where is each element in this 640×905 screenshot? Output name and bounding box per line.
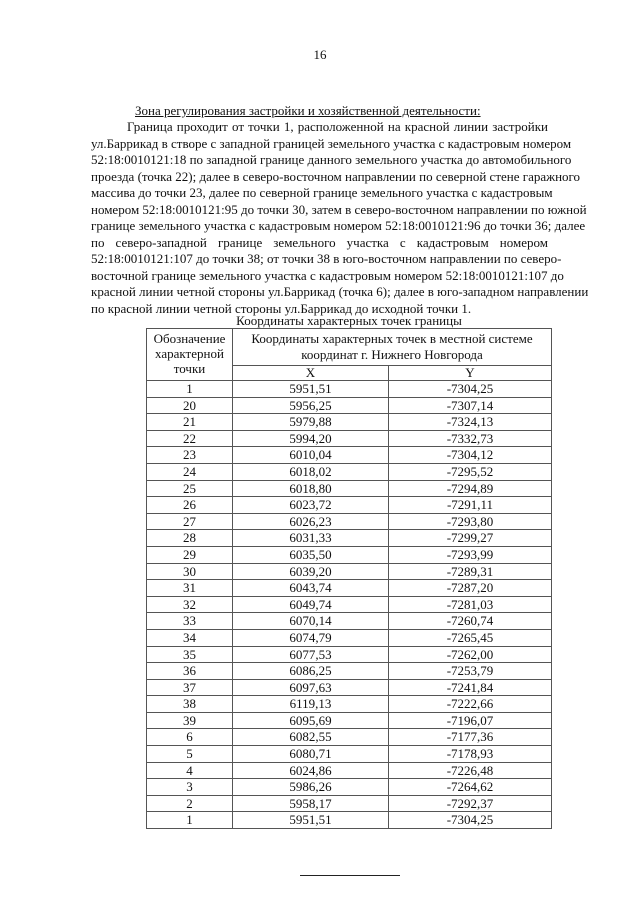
table-row (147, 480, 552, 497)
point-id: 30 (147, 563, 233, 580)
coord-x: 5956,25 (233, 397, 389, 414)
coord-y: -7299,27 (389, 530, 552, 547)
coord-y: -7294,89 (389, 480, 552, 497)
point-id: 5 (147, 746, 233, 763)
coord-x: 6082,55 (233, 729, 389, 746)
table-row (147, 497, 552, 514)
coord-x: 6086,25 (233, 663, 389, 680)
coord-y: -7293,99 (389, 546, 552, 563)
table-row (147, 463, 552, 480)
coord-x: 6035,50 (233, 546, 389, 563)
coord-x: 5951,51 (233, 381, 389, 398)
coord-y: -7291,11 (389, 497, 552, 514)
header-coordinates: Координаты характерных точек в местной системе координат г. Нижнего Новгорода (233, 329, 552, 366)
coord-x: 6018,80 (233, 480, 389, 497)
paragraph-line: восточной границе земельного участка с кадастровым номером 52:18:0010121:107 до (91, 267, 564, 283)
table-row (147, 729, 552, 746)
coord-x: 6097,63 (233, 679, 389, 696)
coord-x: 6080,71 (233, 746, 389, 763)
table-row (147, 663, 552, 680)
coord-x: 6049,74 (233, 596, 389, 613)
point-id: 36 (147, 663, 233, 680)
coord-x: 5994,20 (233, 430, 389, 447)
table-row (147, 812, 552, 829)
point-id: 38 (147, 696, 233, 713)
table-row (147, 596, 552, 613)
table-row (147, 696, 552, 713)
point-id: 34 (147, 629, 233, 646)
coord-y: -7262,00 (389, 646, 552, 663)
point-id: 27 (147, 513, 233, 530)
table-row (147, 795, 552, 812)
table-row (147, 613, 552, 630)
coord-y: -7293,80 (389, 513, 552, 530)
coord-y: -7304,25 (389, 812, 552, 829)
paragraph-line: 52:18:0010121:107 до точки 38; от точки 38 в юго-восточном направлении по северо- (91, 251, 562, 266)
coord-x: 6043,74 (233, 580, 389, 597)
coordinates-table (146, 328, 552, 829)
coord-y: -7281,03 (389, 596, 552, 613)
table-row (147, 779, 552, 796)
page-number: 16 (313, 47, 327, 62)
coord-y: -7177,36 (389, 729, 552, 746)
table-row (147, 563, 552, 580)
paragraph-line: по красной линии четной стороны ул.Баррикад до исходной точки 1. (91, 300, 472, 316)
coord-x: 6070,14 (233, 613, 389, 630)
point-id: 35 (147, 646, 233, 663)
coord-x: 5979,88 (233, 414, 389, 431)
paragraph-line: ул.Баррикад в створе с западной границей земельного участка с кадастровым номером (91, 135, 572, 151)
point-id: 22 (147, 430, 233, 447)
point-id: 33 (147, 613, 233, 630)
table-row (147, 513, 552, 530)
point-id: 4 (147, 762, 233, 779)
point-id: 3 (147, 779, 233, 796)
coord-y: -7265,45 (389, 629, 552, 646)
coord-y: -7292,37 (389, 795, 552, 812)
point-id: 21 (147, 414, 233, 431)
coord-y: -7260,74 (389, 613, 552, 630)
coord-y: -7307,14 (389, 397, 552, 414)
coord-y: -7253,79 (389, 663, 552, 680)
point-id: 26 (147, 497, 233, 514)
footer-rule (300, 875, 400, 876)
point-id: 1 (147, 381, 233, 398)
coord-x: 5958,17 (233, 795, 389, 812)
point-id: 28 (147, 530, 233, 547)
coord-x: 6077,53 (233, 646, 389, 663)
paragraph-line: красной линии четной стороны ул.Баррикад (точка 6); далее в юго-западном направлении (91, 284, 589, 299)
paragraph-line: по северо-западной границе земельного участка с кадастровым номером (91, 234, 548, 250)
coord-y: -7304,12 (389, 447, 552, 464)
coord-y: -7324,13 (389, 414, 552, 431)
point-id: 24 (147, 463, 233, 480)
point-id: 37 (147, 679, 233, 696)
paragraph-line: границе земельного участка с кадастровым номером 52:18:0010121:96 до точки 36; далее (91, 218, 586, 233)
table-row (147, 679, 552, 696)
table-row (147, 447, 552, 464)
coord-x: 6023,72 (233, 497, 389, 514)
section-heading: Зона регулирования застройки и хозяйственной деятельности: (135, 103, 481, 118)
table-row (147, 746, 552, 763)
coord-y: -7241,84 (389, 679, 552, 696)
coord-x: 6024,86 (233, 762, 389, 779)
point-id: 1 (147, 812, 233, 829)
coord-x: 6119,13 (233, 696, 389, 713)
point-id: 23 (147, 447, 233, 464)
paragraph-line: Граница проходит от точки 1, расположенной на красной линии застройки (127, 119, 548, 134)
coord-y: -7264,62 (389, 779, 552, 796)
header-y: Y (389, 366, 552, 381)
point-id: 25 (147, 480, 233, 497)
header-x: X (233, 366, 389, 381)
table-title: Координаты характерных точек границы (236, 313, 462, 328)
point-id: 20 (147, 397, 233, 414)
coord-y: -7295,52 (389, 463, 552, 480)
point-id: 31 (147, 580, 233, 597)
coord-y: -7289,31 (389, 563, 552, 580)
coord-x: 6031,33 (233, 530, 389, 547)
boundary-description (91, 119, 589, 317)
point-id: 32 (147, 596, 233, 613)
point-id: 29 (147, 546, 233, 563)
table-row (147, 580, 552, 597)
point-id: 39 (147, 712, 233, 729)
table-row (147, 629, 552, 646)
coord-y: -7332,73 (389, 430, 552, 447)
point-id: 2 (147, 795, 233, 812)
coord-y: -7287,20 (389, 580, 552, 597)
table-row (147, 762, 552, 779)
coord-x: 6074,79 (233, 629, 389, 646)
table-row (147, 546, 552, 563)
table-row (147, 397, 552, 414)
header-point: Обозначение характерной точки (147, 329, 233, 381)
coord-y: -7178,93 (389, 746, 552, 763)
coord-y: -7222,66 (389, 696, 552, 713)
paragraph-line: массива до точки 23, далее по северной границе земельного участка с кадастровым (91, 185, 553, 200)
coord-y: -7196,07 (389, 712, 552, 729)
table-row (147, 430, 552, 447)
coord-x: 5986,26 (233, 779, 389, 796)
coord-x: 6026,23 (233, 513, 389, 530)
coord-y: -7304,25 (389, 381, 552, 398)
coord-x: 6095,69 (233, 712, 389, 729)
table-row (147, 712, 552, 729)
table-row (147, 646, 552, 663)
point-id: 6 (147, 729, 233, 746)
table-row (147, 530, 552, 547)
coord-y: -7226,48 (389, 762, 552, 779)
coord-x: 6010,04 (233, 447, 389, 464)
coord-x: 6039,20 (233, 563, 389, 580)
paragraph-line: 52:18:0010121:18 по западной границе данного земельного участка до автомобильного (91, 152, 572, 167)
coord-x: 5951,51 (233, 812, 389, 829)
paragraph-line: номером 52:18:0010121:95 до точки 30, затем в северо-восточном направлении по южной (91, 201, 587, 217)
paragraph-line: проезда (точка 22); далее в северо-восточном направлении по северной стене гаражного (91, 168, 581, 184)
table-row (147, 414, 552, 431)
table-row (147, 381, 552, 398)
coord-x: 6018,02 (233, 463, 389, 480)
